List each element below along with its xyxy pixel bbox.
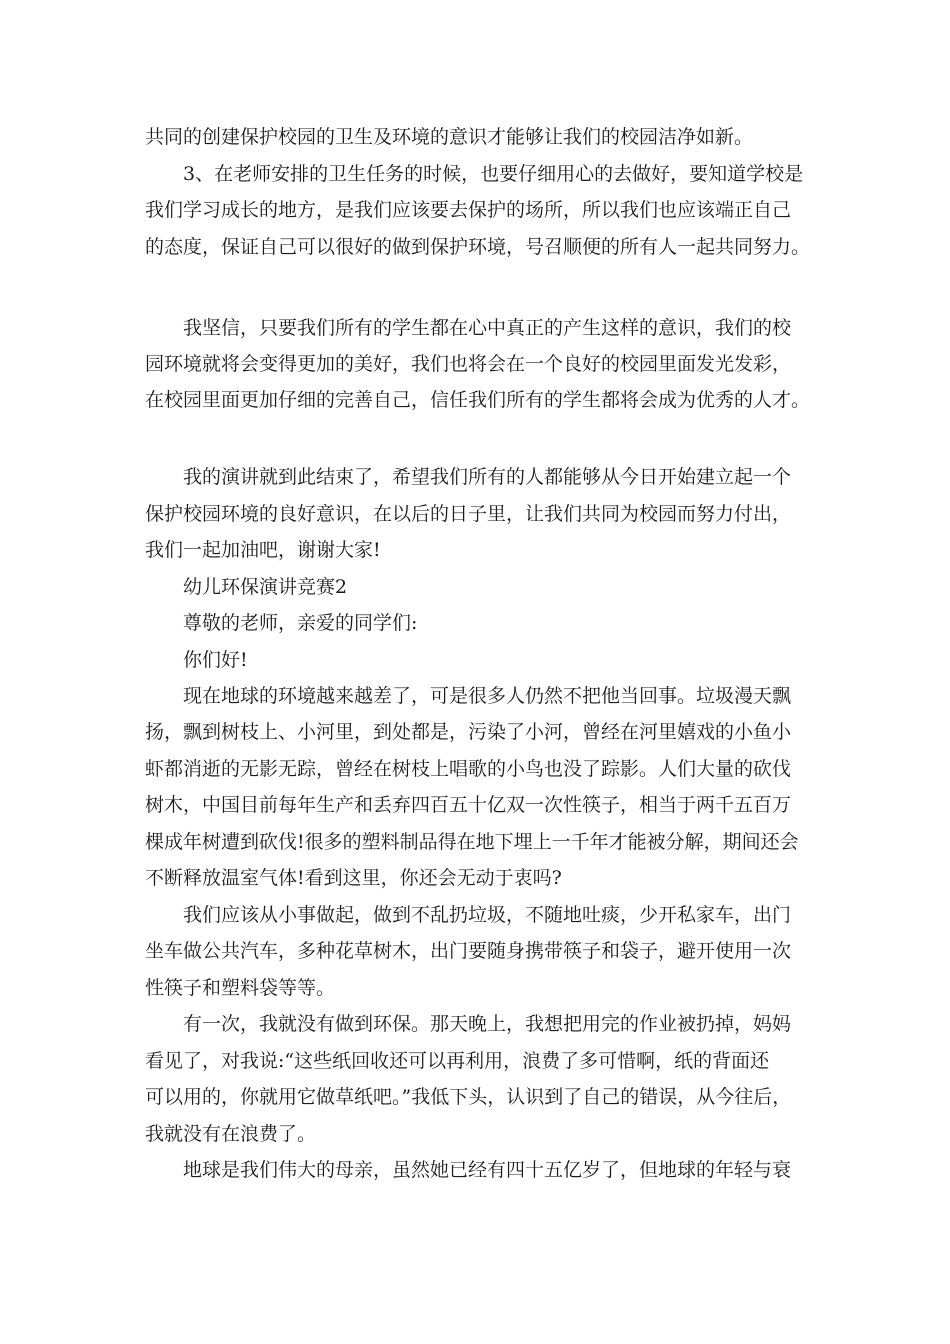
- text-line: 我们一起加油吧，谢谢大家!: [145, 539, 381, 561]
- text-line: 的态度，保证自己可以很好的做到保护环境，号召顺便的所有人一起共同努力。: [145, 236, 811, 258]
- text-line: 我的演讲就到此结束了，希望我们所有的人都能够从今日开始建立起一个: [183, 466, 792, 488]
- text-line: 在校园里面更加仔细的完善自己，信任我们所有的学生都将会成为优秀的人才。: [145, 389, 811, 411]
- section-heading: 幼儿环保演讲竞赛2: [183, 576, 348, 598]
- text-line: 现在地球的环境越来越差了，可是很多人仍然不把他当回事。垃圾漫天飘: [183, 685, 792, 707]
- text-line: 地球是我们伟大的母亲，虽然她已经有四十五亿岁了，但地球的年轻与衰: [183, 1159, 792, 1181]
- text-line: 我们学习成长的地方，是我们应该要去保护的场所，所以我们也应该端正自己: [145, 199, 792, 221]
- salutation: 尊敬的老师，亲爱的同学们:: [183, 612, 418, 634]
- text-line: 性筷子和塑料袋等等。: [145, 977, 336, 999]
- text-line: 有一次，我就没有做到环保。那天晚上，我想把用完的作业被扔掉，妈妈: [183, 1013, 792, 1035]
- text-line: 虾都消逝的无影无踪，曾经在树枝上唱歌的小鸟也没了踪影。人们大量的砍伐: [145, 758, 792, 780]
- greeting: 你们好!: [183, 649, 248, 671]
- text-line: 不断释放温室气体!看到这里，你还会无动于衷吗?: [145, 867, 562, 889]
- text-line: 棵成年树遭到砍伐!很多的塑料制品得在地下埋上一千年才能被分解，期间还会: [145, 831, 799, 853]
- text-line: 我就没有在浪费了。: [145, 1123, 317, 1145]
- text-line: 看见了，对我说:“这些纸回收还可以再利用，浪费了多可惜啊，纸的背面还: [145, 1050, 770, 1072]
- text-line: 园环境就将会变得更加的美好，我们也将会在一个良好的校园里面发光发彩，: [145, 353, 792, 375]
- text-line: 坐车做公共汽车，多种花草树木，出门要随身携带筷子和袋子，避开使用一次: [145, 940, 792, 962]
- text-line: 3、在老师安排的卫生任务的时候，也要仔细用心的去做好，要知道学校是: [183, 163, 804, 185]
- text-line: 扬，飘到树枝上、小河里，到处都是，污染了小河，曾经在河里嬉戏的小鱼小: [145, 721, 792, 743]
- text-line: 共同的创建保护校园的卫生及环境的意识才能够让我们的校园洁净如新。: [145, 126, 754, 148]
- text-line: 我坚信，只要我们所有的学生都在心中真正的产生这样的意识，我们的校: [183, 317, 792, 339]
- text-line: 我们应该从小事做起，做到不乱扔垃圾，不随地吐痰，少开私家车，出门: [183, 904, 792, 926]
- text-line: 树木，中国目前每年生产和丢弃四百五十亿双一次性筷子，相当于两千五百万: [145, 794, 792, 816]
- text-line: 可以用的，你就用它做草纸吧。”我低下头，认识到了自己的错误，从今往后，: [145, 1086, 792, 1108]
- text-line: 保护校园环境的良好意识，在以后的日子里，让我们共同为校园而努力付出，: [145, 503, 792, 525]
